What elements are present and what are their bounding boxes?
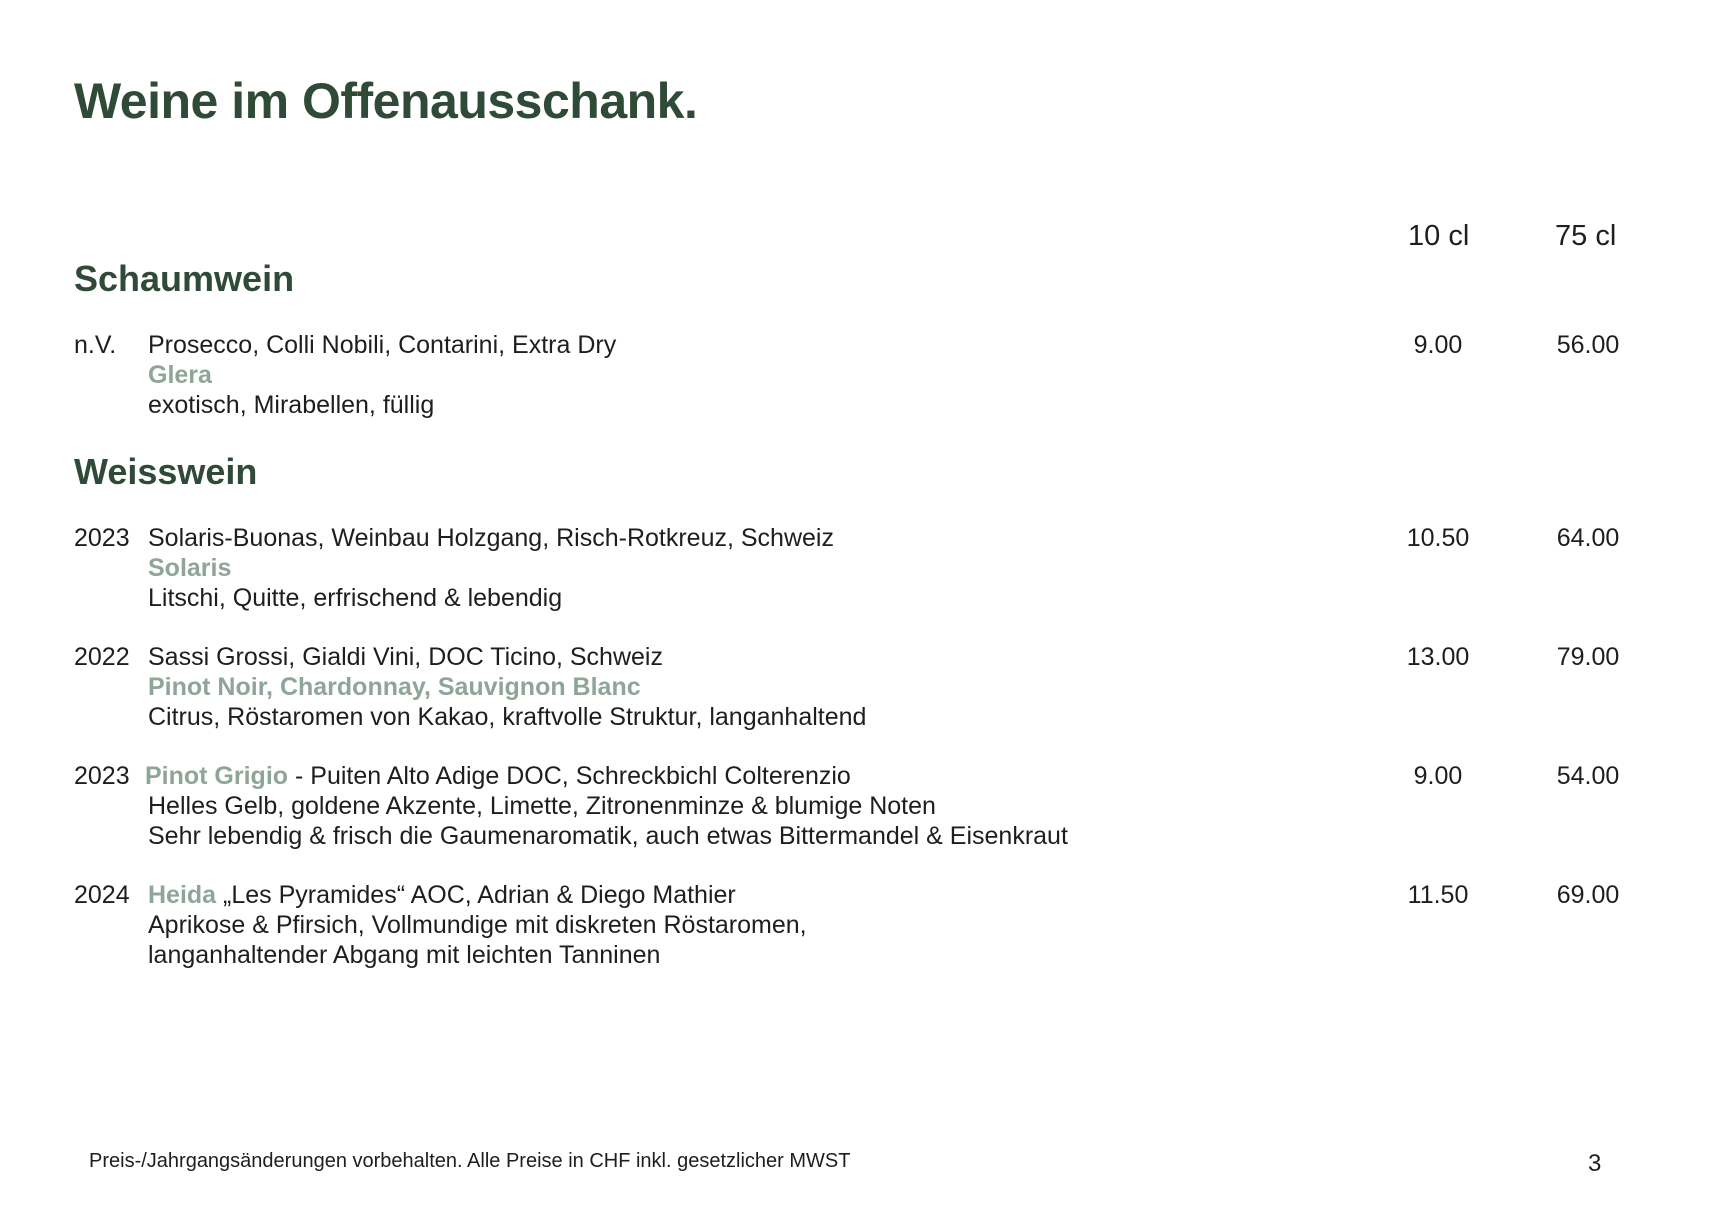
wine-details bbox=[148, 330, 616, 420]
wine-notes: Aprikose & Pfirsich, Vollmundige mit diskreten Röstaromen, bbox=[148, 911, 807, 939]
wine-name: Solaris-Buonas, Weinbau Holzgang, Risch-Rotkreuz, Schweiz bbox=[148, 524, 834, 552]
price-10cl: 9.00 bbox=[1413, 331, 1463, 359]
section-heading-schaumwein: Schaumwein bbox=[74, 258, 295, 299]
wine-details bbox=[148, 523, 834, 613]
wine-notes: exotisch, Mirabellen, füllig bbox=[148, 391, 435, 419]
page-title: Weine im Offenausschank. bbox=[74, 73, 698, 129]
wine-year: 2023 bbox=[74, 524, 130, 552]
price-10cl: 10.50 bbox=[1406, 524, 1470, 552]
price-75cl: 54.00 bbox=[1556, 762, 1620, 790]
wine-title-line bbox=[145, 761, 1068, 791]
price-10cl: 13.00 bbox=[1406, 643, 1470, 671]
wine-grape: Glera bbox=[148, 361, 212, 389]
wine-name: - Puiten Alto Adige DOC, Schreckbichl Colterenzio bbox=[288, 762, 851, 790]
wine-year: n.V. bbox=[74, 331, 117, 359]
wine-details bbox=[145, 761, 1068, 851]
section-heading-weisswein: Weisswein bbox=[74, 451, 258, 492]
column-header-10cl: 10 cl bbox=[1408, 220, 1470, 252]
wine-notes-secondary: Sehr lebendig & frisch die Gaumenaromatik, auch etwas Bittermandel & Eisenkraut bbox=[148, 822, 1068, 850]
page-number: 3 bbox=[1588, 1150, 1602, 1177]
wine-details bbox=[148, 880, 807, 970]
price-75cl: 69.00 bbox=[1556, 881, 1620, 909]
wine-grape: Pinot Grigio bbox=[145, 762, 289, 790]
price-75cl: 79.00 bbox=[1556, 643, 1620, 671]
wine-notes-secondary: langanhaltender Abgang mit leichten Tanninen bbox=[148, 941, 661, 969]
column-header-75cl: 75 cl bbox=[1555, 220, 1617, 252]
price-75cl: 64.00 bbox=[1556, 524, 1620, 552]
wine-details bbox=[148, 642, 866, 732]
wine-name: Sassi Grossi, Gialdi Vini, DOC Ticino, Schweiz bbox=[148, 643, 663, 671]
wine-name: „Les Pyramides“ AOC, Adrian & Diego Mathier bbox=[216, 881, 736, 909]
wine-notes: Litschi, Quitte, erfrischend & lebendig bbox=[148, 584, 563, 612]
wine-year: 2023 bbox=[74, 762, 130, 790]
wine-notes: Helles Gelb, goldene Akzente, Limette, Zitronenminze & blumige Noten bbox=[148, 792, 936, 820]
wine-grape: Solaris bbox=[148, 554, 232, 582]
price-75cl: 56.00 bbox=[1556, 331, 1620, 359]
wine-grape: Heida bbox=[148, 881, 217, 909]
wine-year: 2022 bbox=[74, 643, 130, 671]
wine-title-line bbox=[148, 880, 807, 910]
wine-year: 2024 bbox=[74, 881, 130, 909]
footer-disclaimer: Preis-/Jahrgangsänderungen vorbehalten. Alle Preise in CHF inkl. gesetzlicher MWST bbox=[89, 1150, 851, 1172]
price-10cl: 9.00 bbox=[1413, 762, 1463, 790]
price-10cl: 11.50 bbox=[1407, 881, 1469, 909]
wine-name: Prosecco, Colli Nobili, Contarini, Extra Dry bbox=[148, 331, 617, 359]
wine-grape: Pinot Noir, Chardonnay, Sauvignon Blanc bbox=[148, 673, 641, 701]
wine-notes: Citrus, Röstaromen von Kakao, kraftvolle Struktur, langanhaltend bbox=[148, 703, 867, 731]
